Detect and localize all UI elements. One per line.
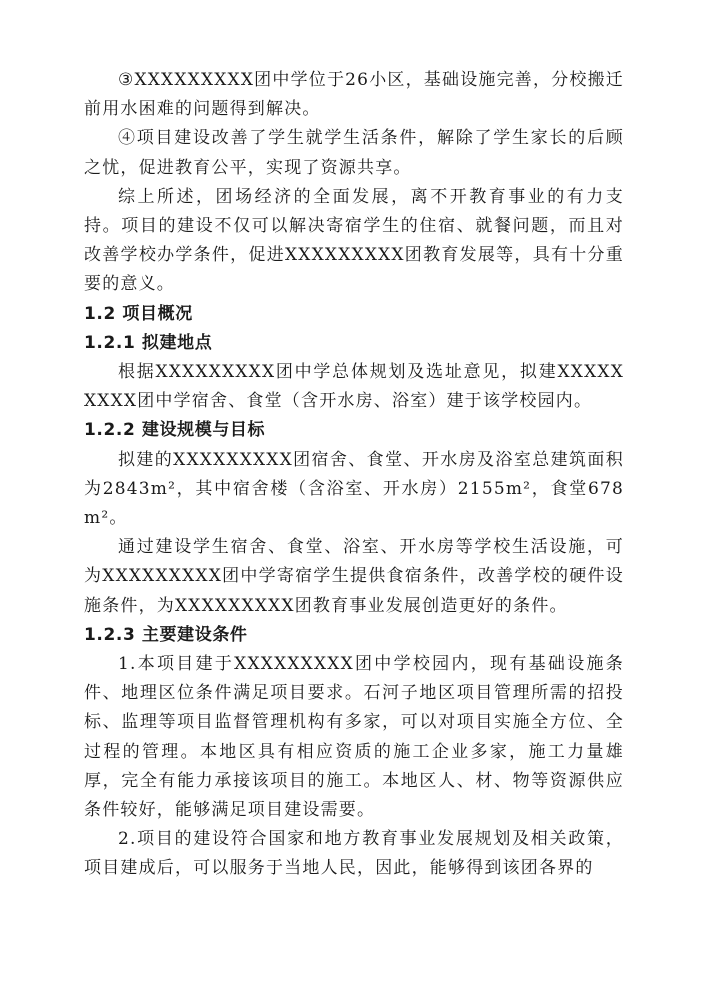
intro-paragraph-3: ③XXXXXXXXX团中学位于26小区，基础设施完善，分校搬迁前用水困难的问题得到解决。 <box>84 70 624 120</box>
section-heading-1-2-2: 1.2.2 建设规模与目标 <box>84 420 266 441</box>
scale-paragraph: 拟建的XXXXXXXXX团宿舍、食堂、开水房及浴室总建筑面积为2843m²，其中宿舍楼（含浴室、开水房）2155m²，食堂678m²。 <box>84 449 624 529</box>
conditions-paragraph-1: 1.本项目建于XXXXXXXXX团中学校园内，现有基础设施条件、地理区位条件满足项目要求。石河子地区项目管理所需的招投标、监理等项目监督管理机构有多家，可以对项目实施全方位、全过程的管理。本地区具有相应资质的施工企业多家，施工力量雄厚，完全有能力承接该项目的施工。本地区人、材、物等资源供应条件较好，能够满足项目建设需要。 <box>84 654 624 821</box>
document-page <box>84 66 624 884</box>
section-heading-1-2: 1.2 项目概况 <box>84 303 193 324</box>
location-paragraph: 根据XXXXXXXXX团中学总体规划及选址意见，拟建XXXXXXXXX团中学宿舍、食堂（含开水房、浴室）建于该学校园内。 <box>84 362 624 412</box>
section-heading-1-2-3: 1.2.3 主要建设条件 <box>84 624 248 645</box>
intro-paragraph-4: ④项目建设改善了学生就学生活条件，解除了学生家长的后顾之忧，促进教育公平，实现了资源共享。 <box>84 128 624 178</box>
conditions-paragraph-2: 2.项目的建设符合国家和地方教育事业发展规划及相关政策，项目建成后，可以服务于当地人民，因此，能够得到该团各界的 <box>84 829 624 879</box>
goal-paragraph: 通过建设学生宿舍、食堂、浴室、开水房等学校生活设施，可为XXXXXXXXX团中学寄宿学生提供食宿条件，改善学校的硬件设施条件，为XXXXXXXXX团教育事业发展创造更好的条件。 <box>84 537 624 616</box>
summary-paragraph: 综上所述，团场经济的全面发展，离不开教育事业的有力支持。项目的建设不仅可以解决寄宿学生的住宿、就餐问题，而且对改善学校办学条件，促进XXXXXXXXX团教育发展等，具有十分重要的意义。 <box>84 186 624 295</box>
section-heading-1-2-1: 1.2.1 拟建地点 <box>84 332 213 353</box>
